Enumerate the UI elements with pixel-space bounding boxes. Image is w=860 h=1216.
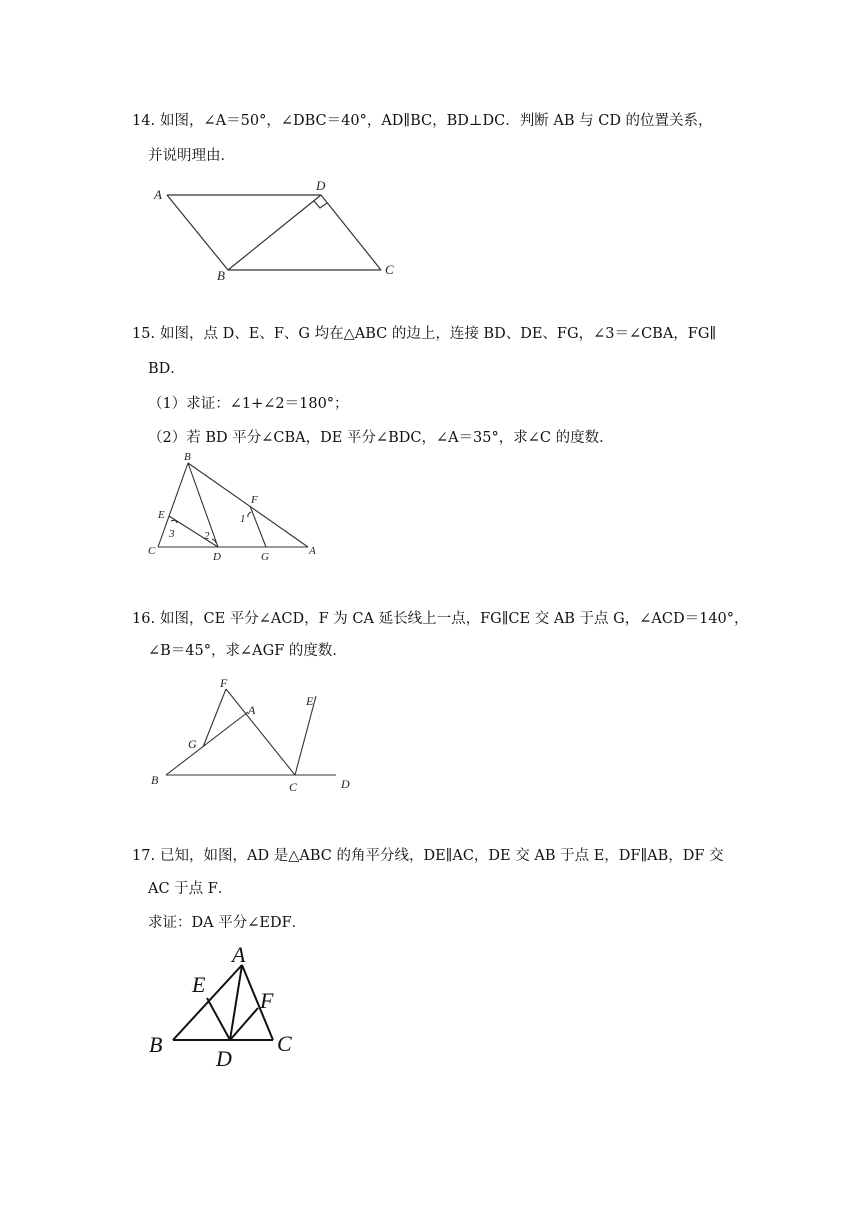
label-angle-3: 3 [169, 528, 175, 540]
label-C: C [385, 262, 394, 277]
segment-BA [166, 712, 248, 775]
label-A: A [154, 187, 162, 202]
problem-text-line: 已知，如图，AD 是△ABC 的角平分线，DE∥AC，DE 交 AB 于点 E，DF∥AB，DF 交 [160, 848, 724, 864]
problem-number: 15. [132, 326, 156, 342]
problem-number: 14. [132, 113, 156, 129]
label-B: B [149, 1032, 163, 1057]
label-A: A [309, 545, 316, 557]
problem-text-line: AC 于点 F． [148, 881, 233, 897]
label-angle-1: 1 [240, 513, 246, 525]
figure-16 [140, 672, 370, 796]
figure-17 [140, 940, 310, 1070]
label-B: B [184, 451, 191, 463]
label-C: C [148, 545, 156, 557]
label-F: F [220, 676, 228, 690]
label-A: A [232, 942, 246, 967]
segment-AB [167, 195, 228, 270]
problem-number: 17. [132, 848, 156, 864]
problem-text-line: 如图，∠A＝50°，∠DBC＝40°，AD∥BC，BD⊥DC．判断 AB 与 CD 的位置关系， [160, 113, 713, 129]
label-D: D [341, 777, 350, 791]
segment-BD [188, 463, 218, 547]
subquestion-2: （2）若 BD 平分∠CBA，DE 平分∠BDC，∠A＝35°，求∠C 的度数． [148, 430, 614, 446]
label-C: C [277, 1031, 292, 1056]
segment-FC [226, 689, 295, 775]
problem-number: 16. [132, 611, 156, 627]
label-B: B [151, 773, 159, 787]
label-D: D [213, 551, 221, 563]
label-G: G [261, 551, 269, 563]
label-B: B [217, 268, 225, 283]
problem-text-line: 并说明理由． [148, 148, 235, 164]
segment-BD [228, 195, 321, 270]
label-F: F [251, 494, 258, 506]
problem-text-line: BD． [148, 361, 185, 377]
problem-text-line: ∠B＝45°，求∠AGF 的度数． [148, 643, 347, 659]
figure-15 [140, 448, 330, 566]
problem-text-line: 如图，点 D、E、F、G 均在△ABC 的边上，连接 BD、DE、FG，∠3＝∠CBA，FG∥ [160, 326, 717, 342]
label-D: D [216, 1046, 232, 1070]
segment-DE [169, 516, 218, 547]
problem-text-line: 如图，CE 平分∠ACD，F 为 CA 延长线上一点，FG∥CE 交 AB 于点 G，∠ACD＝140°， [160, 611, 749, 627]
label-G: G [188, 737, 197, 751]
label-D: D [316, 178, 326, 193]
label-angle-2: 2 [204, 530, 210, 542]
angle-mark-1 [248, 512, 251, 517]
label-E: E [158, 509, 165, 521]
proof-statement: 求证：DA 平分∠EDF． [148, 915, 307, 931]
figure-14 [140, 176, 410, 286]
segment-DC [321, 195, 381, 270]
subquestion-1: （1）求证：∠1+∠2＝180°； [148, 396, 349, 412]
label-E: E [192, 972, 206, 997]
label-E: E [306, 694, 314, 708]
label-F: F [260, 988, 274, 1013]
label-C: C [289, 780, 298, 794]
angle-mark-3 [171, 520, 177, 523]
segment-DE [207, 998, 230, 1040]
label-A: A [248, 703, 256, 717]
right-angle-mark [314, 201, 327, 208]
